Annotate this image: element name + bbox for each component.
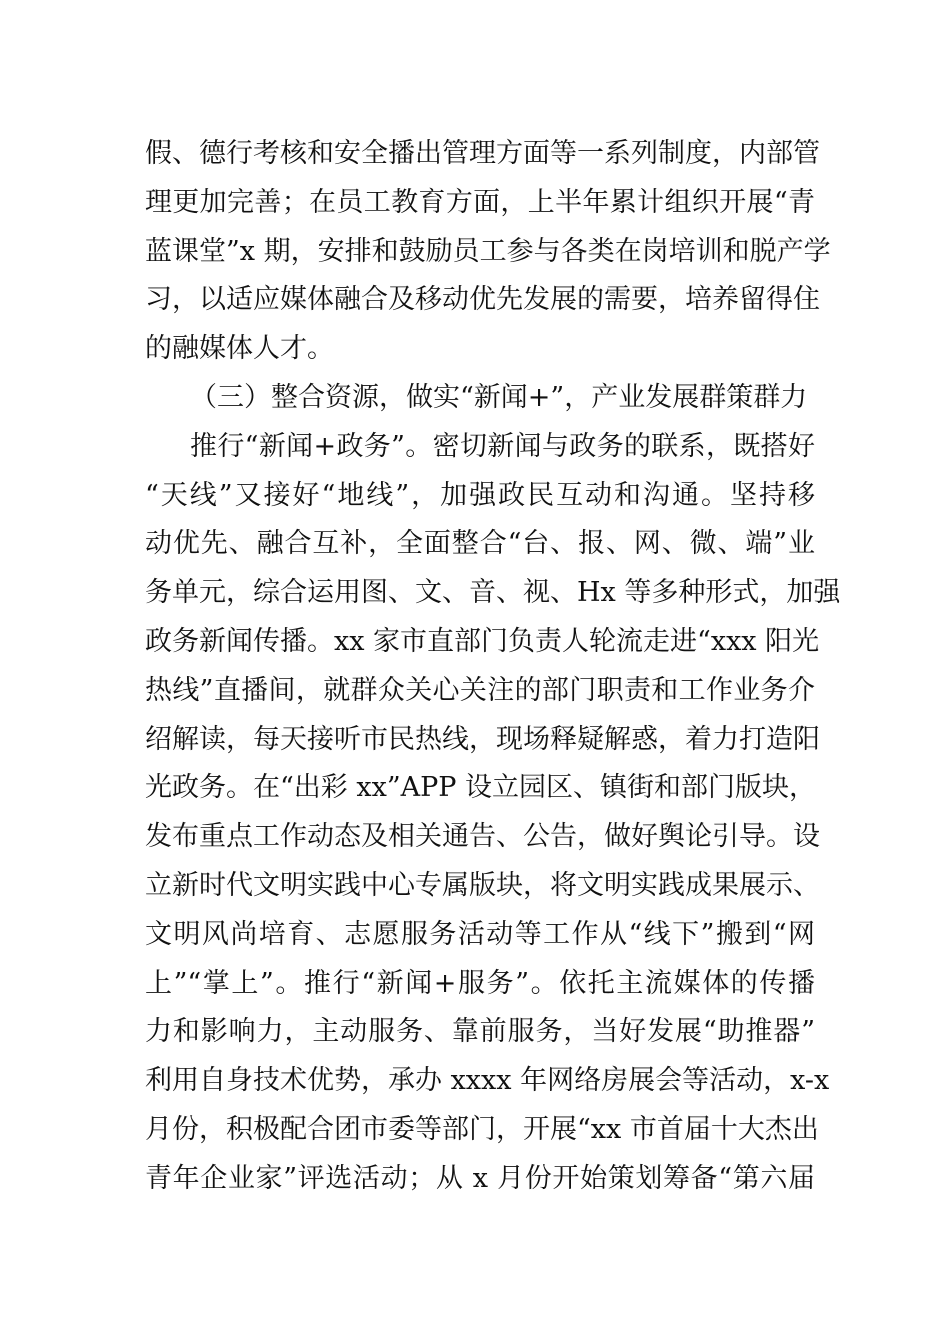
text-line: 上”“掌上”。推行“新闻+服务”。依托主流媒体的传播 bbox=[145, 967, 815, 999]
text-line: 的融媒体人才。 bbox=[145, 333, 334, 365]
text-line: 发布重点工作动态及相关通告、公告，做好舆论引导。设 bbox=[145, 821, 820, 853]
text-line: 月份，积极配合团市委等部门，开展“xx 市首届十大杰出 bbox=[145, 1113, 819, 1145]
section-heading: （三）整合资源，做实“新闻+”，产业发展群策群力 bbox=[190, 381, 808, 413]
text-line: “天线”又接好“地线”，加强政民互动和沟通。坚持移 bbox=[145, 479, 815, 511]
text-line: 文明风尚培育、志愿服务活动等工作从“线下”搬到“网 bbox=[145, 918, 815, 950]
text-line: 立新时代文明实践中心专属版块，将文明实践成果展示、 bbox=[145, 869, 820, 901]
text-line: 绍解读，每天接听市民热线，现场释疑解惑，着力打造阳 bbox=[145, 723, 820, 755]
text-line: 热线”直播间，就群众关心关注的部门职责和工作业务介 bbox=[145, 674, 815, 706]
text-line: 动优先、融合互补，全面整合“台、报、网、微、端”业 bbox=[145, 528, 815, 560]
text-line: 政务新闻传播。xx 家市直部门负责人轮流走进“xxx 阳光 bbox=[145, 625, 820, 657]
text-line: 蓝课堂”x 期，安排和鼓励员工参与各类在岗培训和脱产学 bbox=[145, 235, 831, 267]
text-line: 务单元，综合运用图、文、音、视、Hx 等多种形式，加强 bbox=[145, 577, 841, 609]
text-line: 习，以适应媒体融合及移动优先发展的需要，培养留得住 bbox=[145, 284, 820, 316]
text-line: 青年企业家”评选活动；从 x 月份开始策划筹备“第六届 bbox=[145, 1162, 815, 1194]
text-line: 理更加完善；在员工教育方面，上半年累计组织开展“青 bbox=[145, 186, 815, 218]
text-line: 光政务。在“出彩 xx”APP 设立园区、镇街和部门版块， bbox=[145, 772, 817, 804]
text-line: 假、德行考核和安全播出管理方面等一系列制度，内部管 bbox=[145, 138, 820, 169]
text-line: 力和影响力，主动服务、靠前服务，当好发展“助推器” bbox=[145, 1016, 815, 1048]
document-body bbox=[145, 130, 841, 1204]
paragraph-first-line: 推行“新闻+政务”。密切新闻与政务的联系，既搭好 bbox=[190, 430, 815, 462]
text-line: 利用自身技术优势，承办 xxxx 年网络房展会等活动，x-x bbox=[145, 1065, 830, 1097]
